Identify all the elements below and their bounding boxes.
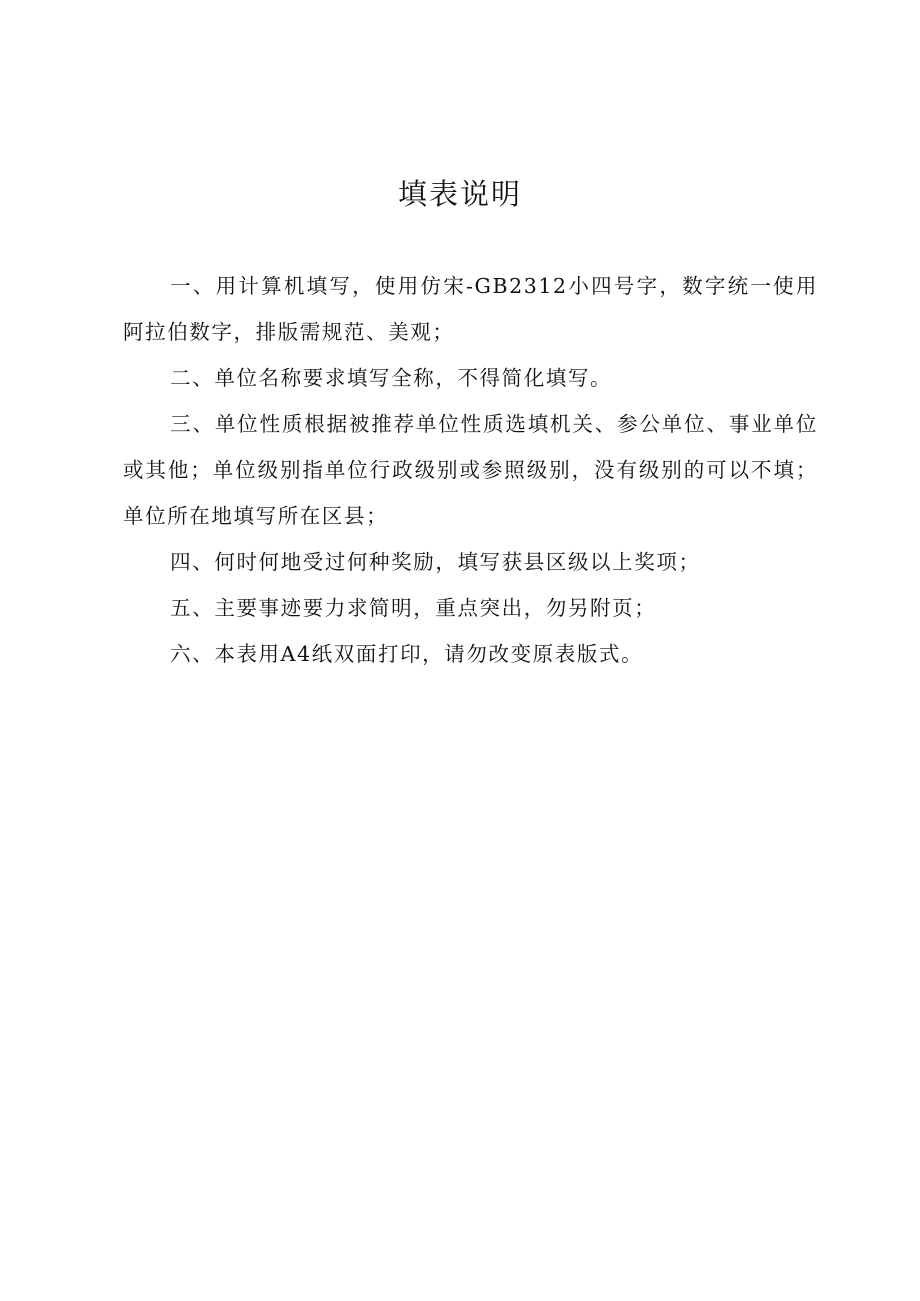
page-title: 填表说明	[397, 177, 522, 211]
instruction-paragraph-1: 一、用计算机填写，使用仿宋-GB2312小四号字，数字统一使用阿拉伯数字，排版需规范、美观；	[123, 274, 818, 344]
instruction-paragraph-5: 五、主要事迹要力求简明，重点突出，勿另附页；	[170, 596, 657, 620]
instruction-paragraph-4: 四、何时何地受过何种奖励，填写获县区级以上奖项；	[170, 550, 701, 574]
instructions-body	[123, 263, 818, 677]
instruction-paragraph-3: 三、单位性质根据被推荐单位性质选填机关、参公单位、事业单位或其他；单位级别指单位行政级别或参照级别，没有级别的可以不填；单位所在地填写所在区县；	[123, 412, 818, 528]
instruction-paragraph-6: 六、本表用A4纸双面打印，请勿改变原表版式。	[170, 642, 644, 666]
instruction-paragraph-2: 二、单位名称要求填写全称，不得简化填写。	[170, 366, 613, 390]
